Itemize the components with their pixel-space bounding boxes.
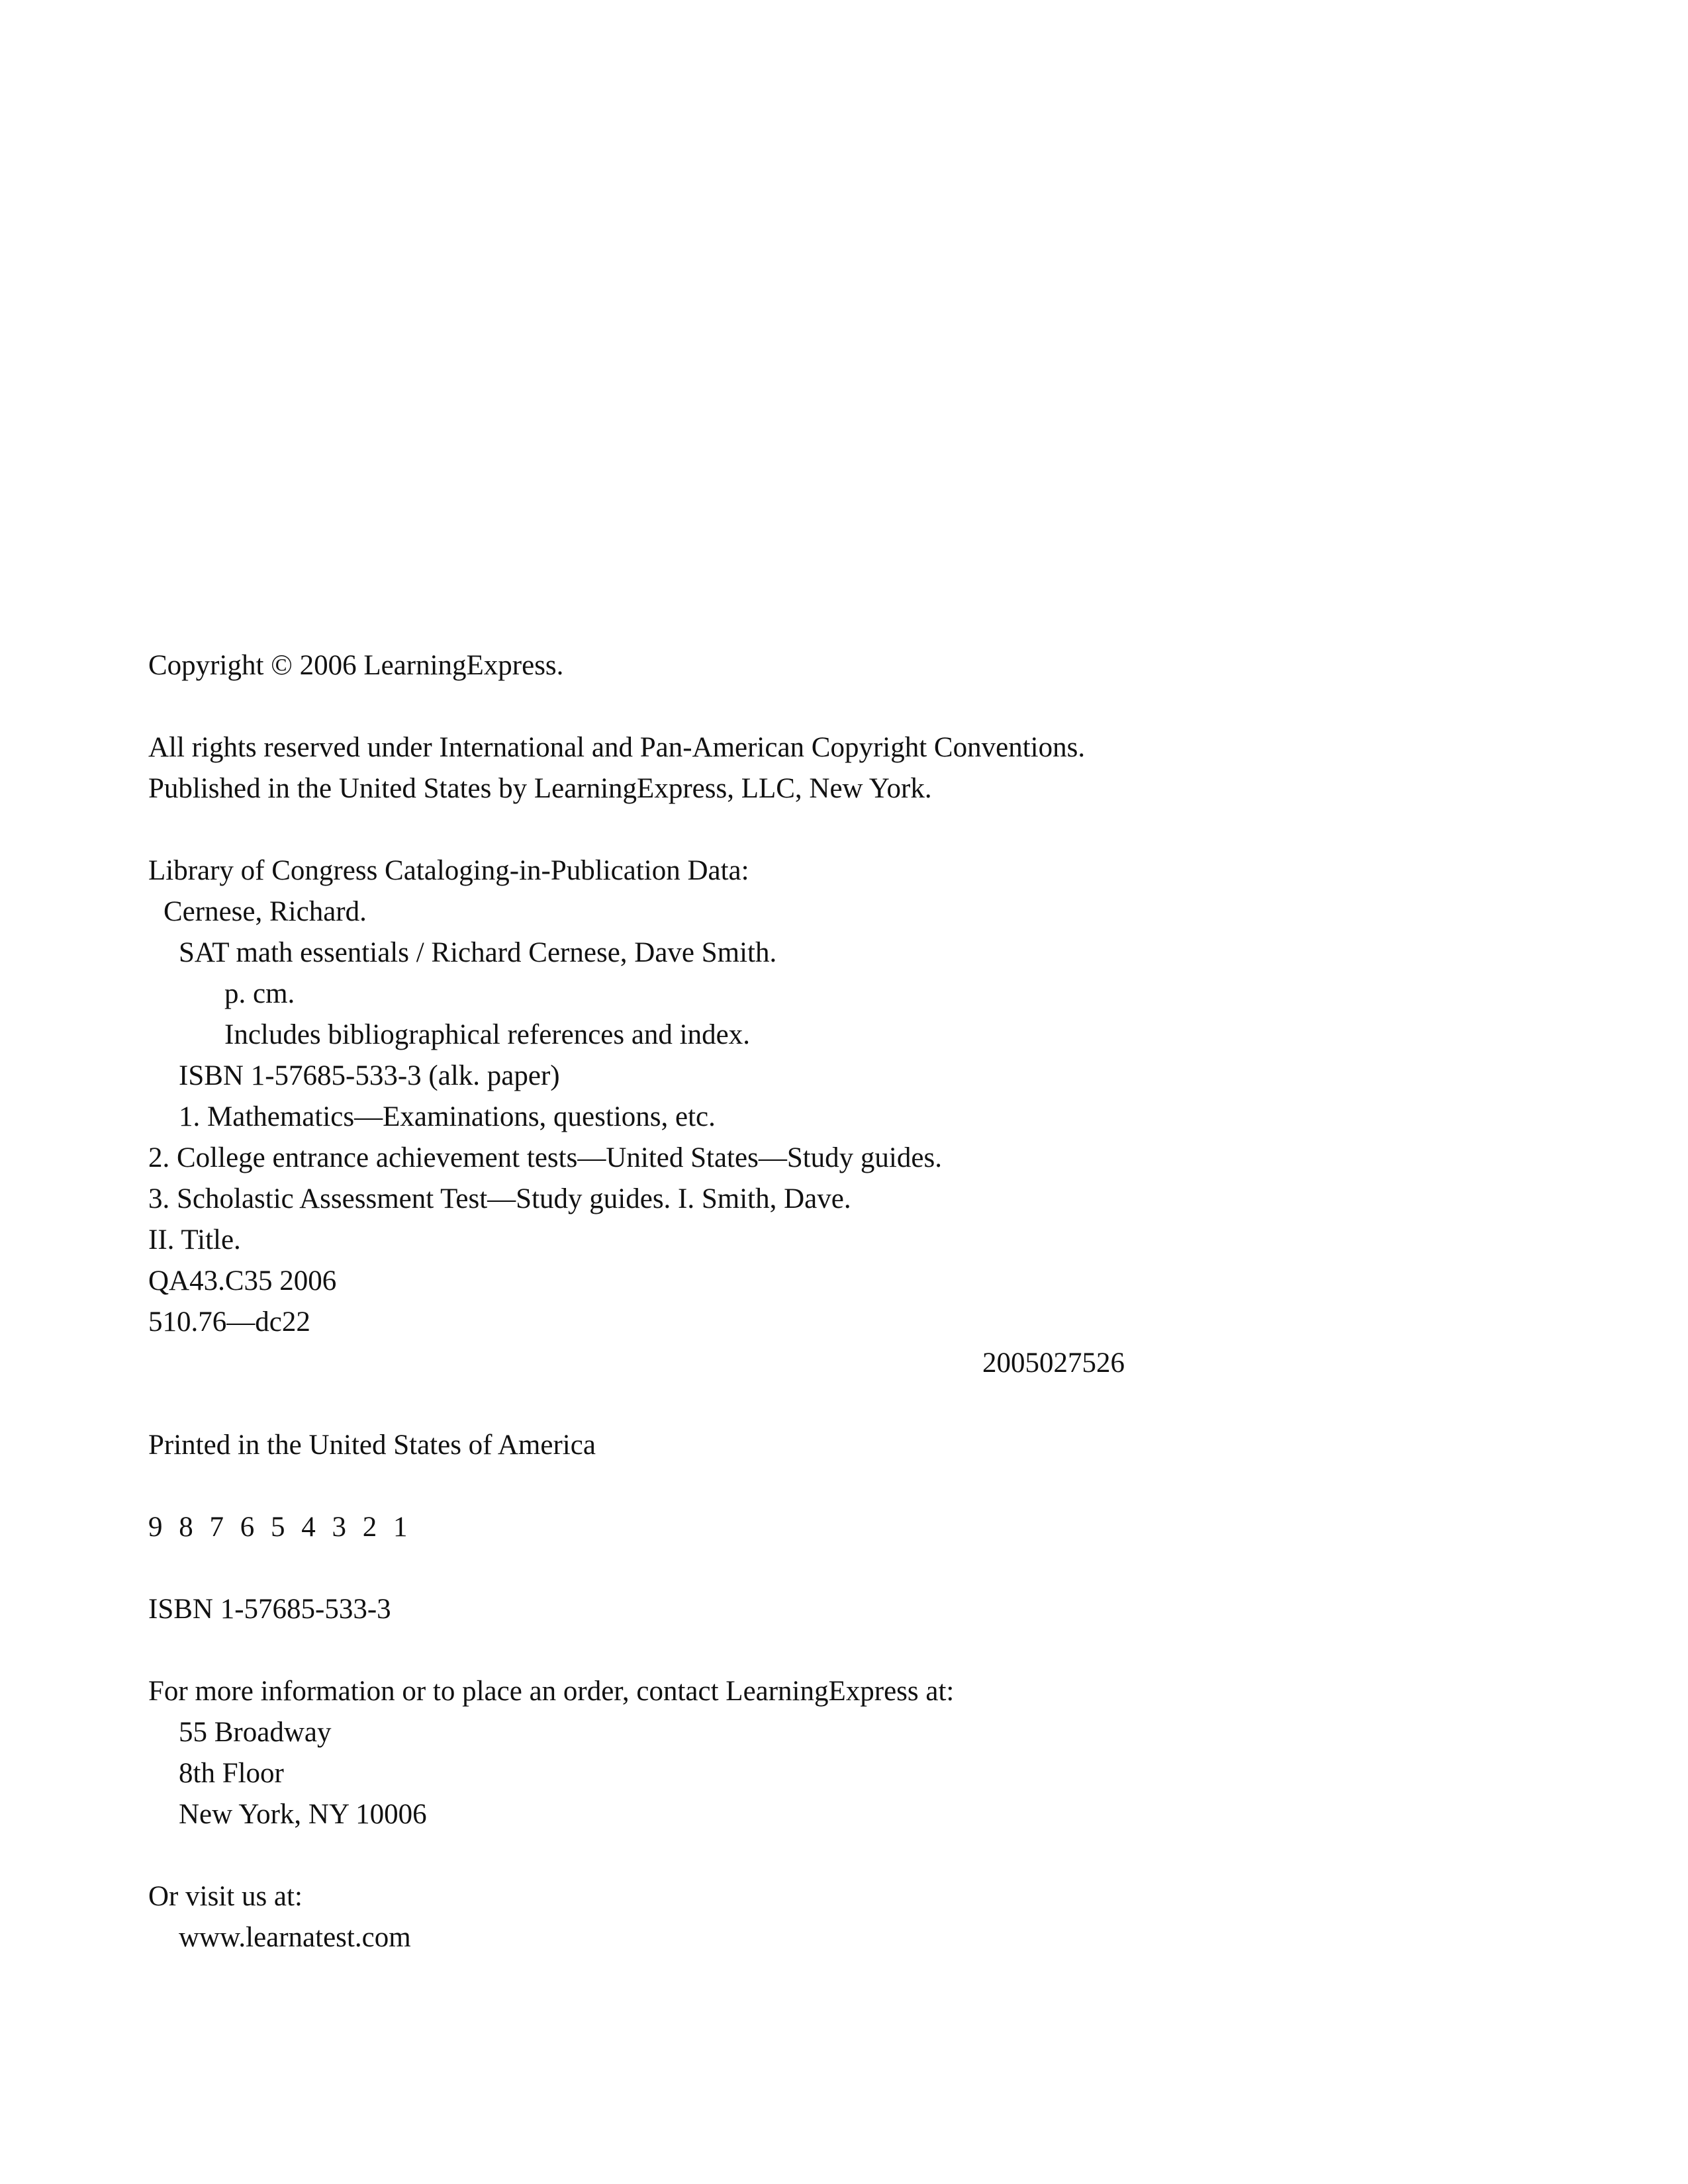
rights-statement: All rights reserved under International and Pan-American Copyright Conventions. [148, 732, 1086, 763]
spacer [148, 1466, 1181, 1507]
cip-isbn: ISBN 1-57685-533-3 (alk. paper) [179, 1060, 560, 1091]
cip-author: Cernese, Richard. [164, 896, 367, 927]
spacer [148, 1835, 1181, 1876]
contact-intro: For more information or to place an order, contact LearningExpress at: [148, 1676, 955, 1707]
spacer [148, 1548, 1181, 1589]
cip-bibliography: Includes bibliographical references and index. [224, 1019, 750, 1050]
spacer [148, 1384, 1181, 1425]
copyright-notice: Copyright © 2006 LearningExpress. [148, 650, 564, 681]
cip-subject-1: 1. Mathematics—Examinations, questions, etc. [179, 1101, 716, 1132]
spacer [148, 686, 1181, 727]
cip-title-entry: II. Title. [148, 1224, 241, 1255]
copyright-block [148, 645, 1181, 1958]
cip-pages: p. cm. [224, 978, 295, 1009]
cip-title: SAT math essentials / Richard Cernese, Dave Smith. [179, 937, 777, 968]
printed-statement: Printed in the United States of America [148, 1430, 596, 1461]
website-url: www.learnatest.com [179, 1922, 411, 1953]
cip-heading: Library of Congress Cataloging-in-Publication Data: [148, 855, 749, 886]
print-line: 9 8 7 6 5 4 3 2 1 [148, 1512, 408, 1543]
cip-call-number: QA43.C35 2006 [148, 1265, 337, 1297]
visit-intro: Or visit us at: [148, 1881, 303, 1912]
cip-subject-3: 3. Scholastic Assessment Test—Study guides. I. Smith, Dave. [148, 1183, 851, 1214]
spacer [148, 1630, 1181, 1671]
isbn: ISBN 1-57685-533-3 [148, 1594, 391, 1625]
cip-dewey: 510.76—dc22 [148, 1306, 310, 1338]
contact-street: 55 Broadway [179, 1717, 332, 1748]
contact-city: New York, NY 10006 [179, 1799, 427, 1830]
cip-subject-2: 2. College entrance achievement tests—United States—Study guides. [148, 1142, 942, 1173]
publisher-statement: Published in the United States by LearningExpress, LLC, New York. [148, 773, 932, 804]
cip-lccn: 2005027526 [982, 1347, 1125, 1379]
contact-floor: 8th Floor [179, 1758, 284, 1789]
spacer [148, 809, 1181, 850]
